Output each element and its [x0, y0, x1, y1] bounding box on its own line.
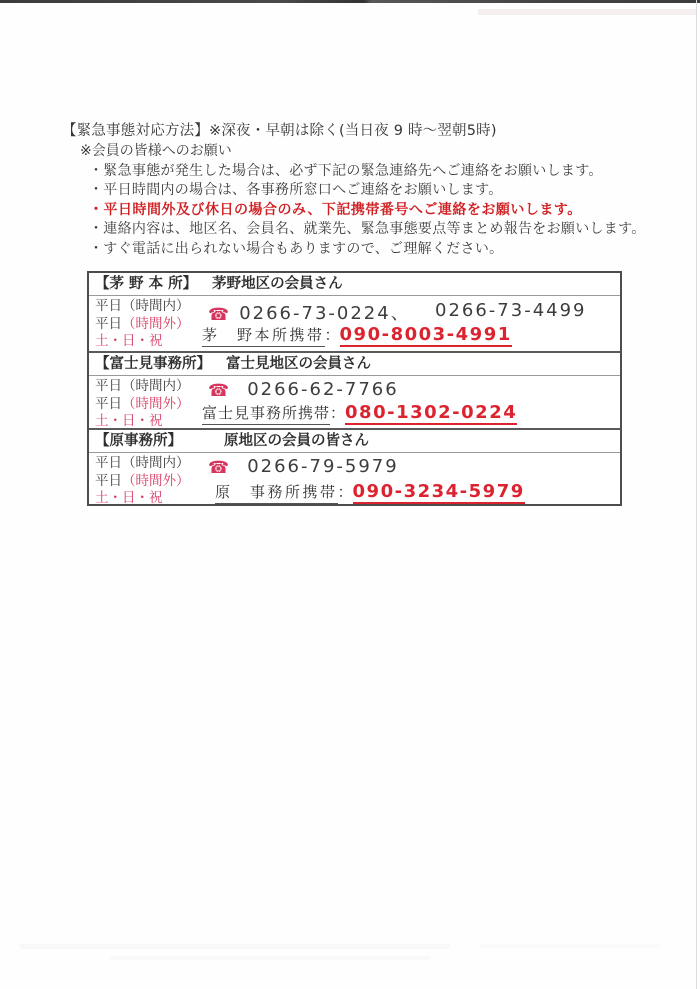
scanner-artifact-top-line [0, 0, 700, 3]
mobile-label: 原 事務所携帯 [215, 483, 338, 504]
document-title: 【緊急事態対応方法】※深夜・早朝は除く(当日夜 9 時～翌朝5時) [62, 123, 497, 139]
mobile-colon: ： [324, 326, 340, 344]
bullet-report-contents: ・連絡内容は、地区名、会員名、就業先、緊急事態要点等まとめ報告をお願いします。 [89, 221, 646, 237]
office-audience: 茅野地区の会員さん [212, 276, 343, 292]
scan-noise [110, 956, 430, 960]
office-header-chino [89, 273, 620, 296]
office-header-hara [89, 430, 620, 453]
mobile-number: 090-8003-4991 [339, 324, 512, 345]
office-mobile-line [202, 324, 512, 345]
telephone-icon: ☎ [208, 458, 230, 478]
schedule-weekday-in: 平日（時間内） [95, 455, 190, 471]
mobile-colon: ： [330, 404, 346, 422]
office-header-fujimi [89, 353, 620, 376]
office-name: 【原事務所】 [95, 433, 182, 449]
schedule-weekday-out: 平日（時間外） [95, 315, 190, 332]
office-name: 【富士見事務所】 [95, 356, 211, 372]
telephone-icon: ☎ [208, 381, 230, 401]
schedule-labels [95, 378, 190, 431]
office-mobile-line [215, 481, 525, 502]
office-phone-number-1: 0266-62-7766 [247, 379, 399, 400]
schedule-weekday-in: 平日（時間内） [95, 298, 190, 314]
office-mobile-line [202, 402, 517, 423]
office-row-fujimi [89, 376, 620, 430]
office-audience: 原地区の会員の皆さん [224, 433, 369, 449]
office-phone-number-2: 0266-73-4499 [435, 300, 587, 321]
scanner-artifact-right-edge [696, 0, 697, 989]
schedule-weekday-in: 平日（時間内） [95, 378, 190, 394]
office-phone-number-1: 0266-73-0224、 [239, 303, 411, 324]
bullet-emergency-contact: ・緊急事態が発生した場合は、必ず下記の緊急連絡先へご連絡をお願いします。 [89, 163, 603, 179]
office-phone-line [208, 456, 399, 478]
office-row-hara [89, 453, 620, 509]
office-name: 【茅 野 本 所】 [95, 276, 198, 292]
mobile-colon: ： [337, 483, 353, 501]
office-phone-line [208, 299, 411, 325]
scan-noise [480, 944, 660, 948]
telephone-icon: ☎ [208, 305, 230, 325]
mobile-label: 富士見事務所携帯 [202, 404, 330, 425]
bullet-after-hours-mobile: ・平日時間外及び休日の場合のみ、下記携帯番号へご連絡をお願いします。 [89, 202, 582, 218]
schedule-labels [95, 455, 190, 508]
mobile-label: 茅 野本所携帯 [202, 326, 325, 347]
schedule-holidays: 土・日・祝 [95, 490, 163, 506]
office-phone-number-1: 0266-79-5979 [247, 456, 399, 477]
members-request-heading: ※会員の皆様へのお願い [80, 143, 232, 159]
mobile-number: 080-1302-0224 [345, 402, 518, 423]
schedule-weekday-out: 平日（時間外） [95, 472, 190, 489]
emergency-contact-table [87, 271, 622, 506]
office-audience: 富士見地区の会員さん [226, 356, 371, 372]
scanner-artifact-band [478, 9, 696, 15]
office-phone-line [208, 379, 399, 401]
schedule-labels [95, 298, 190, 351]
schedule-holidays: 土・日・祝 [95, 413, 163, 429]
office-row-chino [89, 296, 620, 353]
mobile-number: 090-3234-5979 [352, 481, 525, 502]
bullet-weekday-office: ・平日時間内の場合は、各事務所窓口へご連絡をお願いします。 [89, 182, 503, 198]
schedule-holidays: 土・日・祝 [95, 333, 163, 349]
bullet-understanding: ・すぐ電話に出られない場合もありますので、ご理解ください。 [89, 241, 504, 257]
scan-noise [20, 944, 450, 949]
schedule-weekday-out: 平日（時間外） [95, 395, 190, 412]
